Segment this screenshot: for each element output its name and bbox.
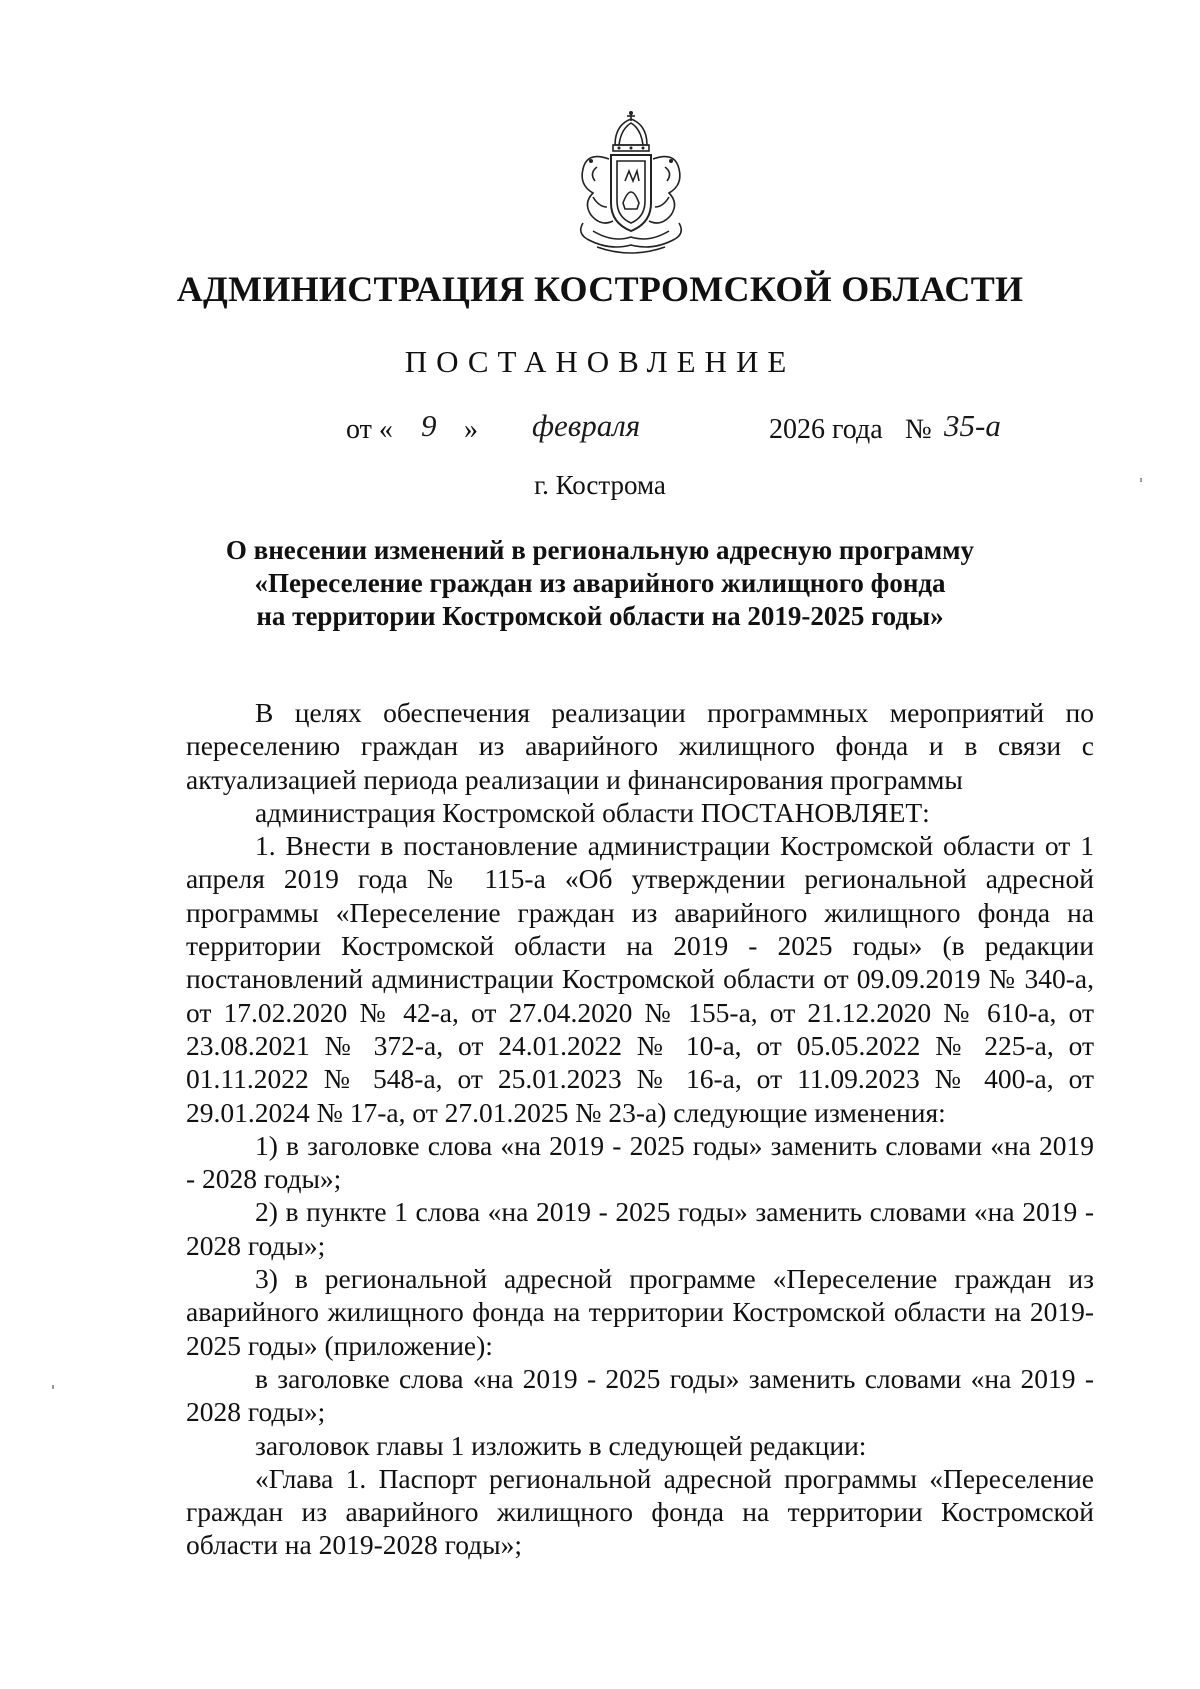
document-body [186, 696, 1094, 1562]
body-paragraph: 2) в пункте 1 слова «на 2019 - 2025 годы» заменить словами «на 2019 - 2028 годы»; [186, 1196, 1094, 1261]
body-paragraph: 3) в региональной адресной программе «Переселение граждан из аварийного жилищного фонда на территории Костромской области на 2019-2025 годы» (приложение): [186, 1263, 1094, 1361]
date-prefix: от « [346, 414, 393, 445]
number-prefix: № [905, 414, 932, 445]
title-line: «Переселение граждан из аварийного жилищного фонда [254, 568, 946, 598]
document-title [100, 534, 1100, 633]
document-number-handwritten: 35-а [944, 408, 1001, 443]
organization-heading: АДМИНИСТРАЦИЯ КОСТРОМСКОЙ ОБЛАСТИ [176, 269, 1024, 309]
date-month-handwritten: февраля [532, 408, 641, 443]
document-type-heading: ПОСТАНОВЛЕНИЕ [404, 344, 796, 379]
body-paragraph: В целях обеспечения реализации программных мероприятий по переселению граждан из аварийного жилищного фонда и в связи с актуализацией периода реализации и финансирования программы [186, 697, 1094, 795]
title-line: О внесении изменений в региональную адресную программу [225, 535, 975, 565]
body-paragraph: 1) в заголовке слова «на 2019 - 2025 годы» заменить словами «на 2019 - 2028 годы»; [186, 1129, 1094, 1195]
scan-speck [1140, 478, 1142, 482]
coat-of-arms-emblem [553, 111, 709, 261]
body-paragraph: администрация Костромской области ПОСТАНОВЛЯЕТ: [255, 796, 930, 828]
body-paragraph: 1. Внести в постановление администрации Костромской области от 1 апреля 2019 года № 115-а «Об утверждении региональной адресной программы «Переселение граждан из аварийного жилищного фонда на территории Костромской области на 2019 - 2025 годы» (в редакции постановлений администрации Костромской области от 09.09.2019 № 340-а, от 17.02.2020 № 42-а, от 27.04.2020 № 155-а, от 21.12.2020 № 610-а, от 23.08.2021 № 372-а, от 24.01.2022 № 10-а, от 05.05.2022 № 225-а, от 01.11.2022 № 548-а, от 25.01.2023 № 16-а, от 11.09.2023 № 400-а, от 29.01.2024 № 17-а, от 27.01.2025 № 23-а) следующие изменения: [186, 830, 1094, 1128]
date-day-handwritten: 9 [421, 408, 437, 443]
body-paragraph: в заголовке слова «на 2019 - 2025 годы» заменить словами «на 2019 - 2028 годы»; [186, 1362, 1094, 1428]
date-year: 2026 года [769, 414, 883, 445]
body-paragraph: «Глава 1. Паспорт региональной адресной программы «Переселение граждан из аварийного жилищного фонда на территории Костромской области на 2019-2028 годы»; [186, 1462, 1094, 1561]
title-line: на территории Костромской области на 2019-2025 годы» [256, 601, 944, 631]
city-line: г. Кострома [534, 470, 666, 500]
scan-speck [52, 1385, 54, 1389]
date-quote-close: » [464, 414, 478, 445]
body-paragraph: заголовок главы 1 изложить в следующей редакции: [255, 1429, 867, 1461]
date-line [0, 408, 1200, 452]
